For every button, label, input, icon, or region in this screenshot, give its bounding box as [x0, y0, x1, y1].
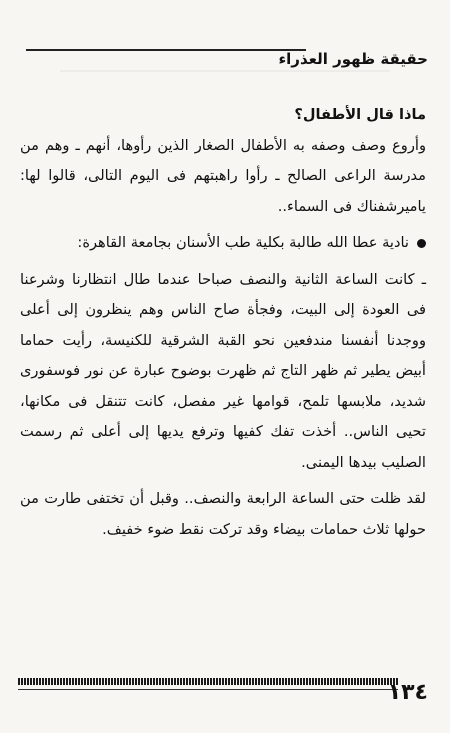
- section-question: ماذا قال الأطفال؟: [294, 106, 426, 123]
- bullet-icon: [417, 239, 426, 248]
- bleed-through-shadow: [60, 70, 390, 72]
- paragraph-closing: لقد ظلت حتى الساعة الرابعة والنصف.. وقبل أن تختفى طارت من حولها ثلاث حمامات بيضاء وقد تركت نقط ضوء خفيف.: [20, 490, 426, 538]
- witness-name: نادية عطا الله طالبة بكلية طب الأسنان بجامعة القاهرة:: [77, 234, 409, 251]
- footer-rule: [18, 689, 398, 690]
- footer-ornamental-rule: [18, 678, 398, 685]
- header-rule: [26, 49, 306, 51]
- witness-line: [20, 228, 426, 259]
- page-body: [20, 100, 426, 545]
- running-title: حقيقة ظهور العذراء: [278, 50, 428, 68]
- paragraph-witness-account: ـ كانت الساعة الثانية والنصف صباحا عندما طال انتظارنا وشرعنا فى العودة إلى البيت، وفجأة صاح الناس وهم ينظرون إلى أعلى ووجدنا أنفسنا مندفعين نحو القبة الشرقية للكنيسة، رأيت حماما أبيض يطير ثم ظهر التاج ثم ظهرت بوضوح عبارة عن نور فوسفورى شديد، ملابسها تلمح، قوامها غير مفصل، كانت تتنقل فى مكانها، تحيى الناس.. أخذت تفك كفيها وترفع يديها إلى أعلى ثم رسمت الصليب بيدها اليمنى.: [20, 270, 426, 471]
- page-number: ١٣٤: [387, 680, 428, 705]
- paragraph-children-description: وأروع وصف وصفه به الأطفال الصغار الذين رأوها، أنهم ـ وهم من مدرسة الراعى الصالح ـ رأوا راهبتهم فى اليوم التالى، قالوا لها: ياميرشفناك فى السماء..: [20, 136, 426, 215]
